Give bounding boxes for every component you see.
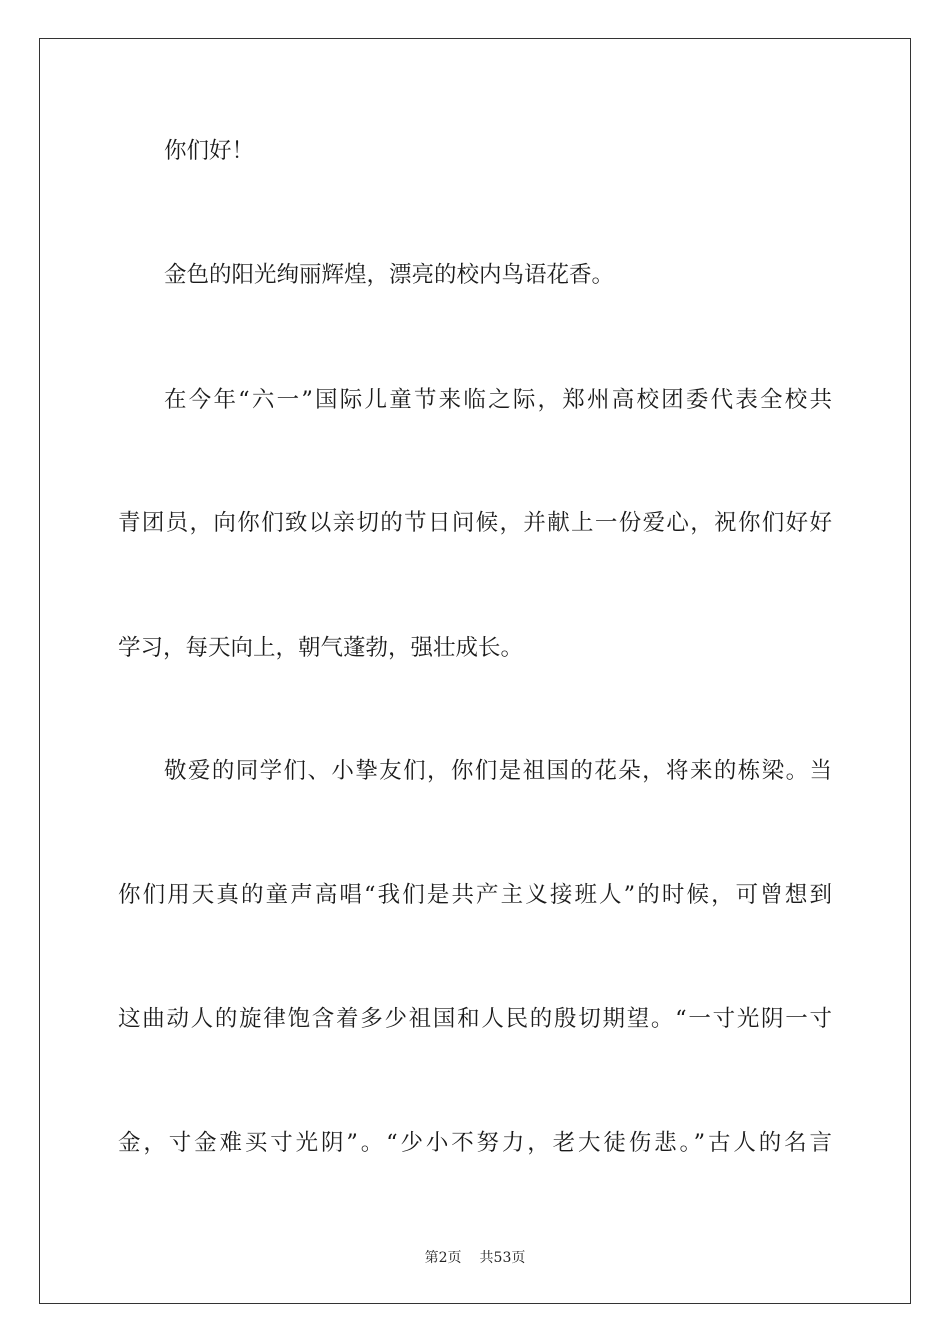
text-line: 敬爱的同学们、小挚友们，你们是祖国的花朵，将来的栋梁。当	[164, 758, 832, 784]
page-number: 第2页	[424, 1250, 462, 1266]
text-line: 你们好！	[164, 138, 255, 164]
text-line: 这曲动人的旋律饱含着多少祖国和人民的殷切期望。“一寸光阴一寸	[118, 1006, 832, 1032]
text-line: 学习，每天向上，朝气蓬勃，强壮成长。	[118, 635, 524, 661]
text-line: 你们用天真的童声高唱“我们是共产主义接班人”的时候，可曾想到	[118, 882, 832, 908]
text-line: 在今年“六一”国际儿童节来临之际，郑州高校团委代表全校共	[164, 387, 832, 413]
page-footer	[0, 1247, 950, 1267]
text-line: 金色的阳光绚丽辉煌，漂亮的校内鸟语花香。	[164, 262, 615, 288]
page-border	[39, 38, 911, 1304]
page-total: 共53页	[479, 1250, 526, 1266]
text-line: 青团员，向你们致以亲切的节日问候，并献上一份爱心，祝你们好好	[118, 510, 832, 536]
text-line: 金，寸金难买寸光阴”。“少小不努力，老大徒伤悲。”古人的名言	[118, 1130, 832, 1156]
